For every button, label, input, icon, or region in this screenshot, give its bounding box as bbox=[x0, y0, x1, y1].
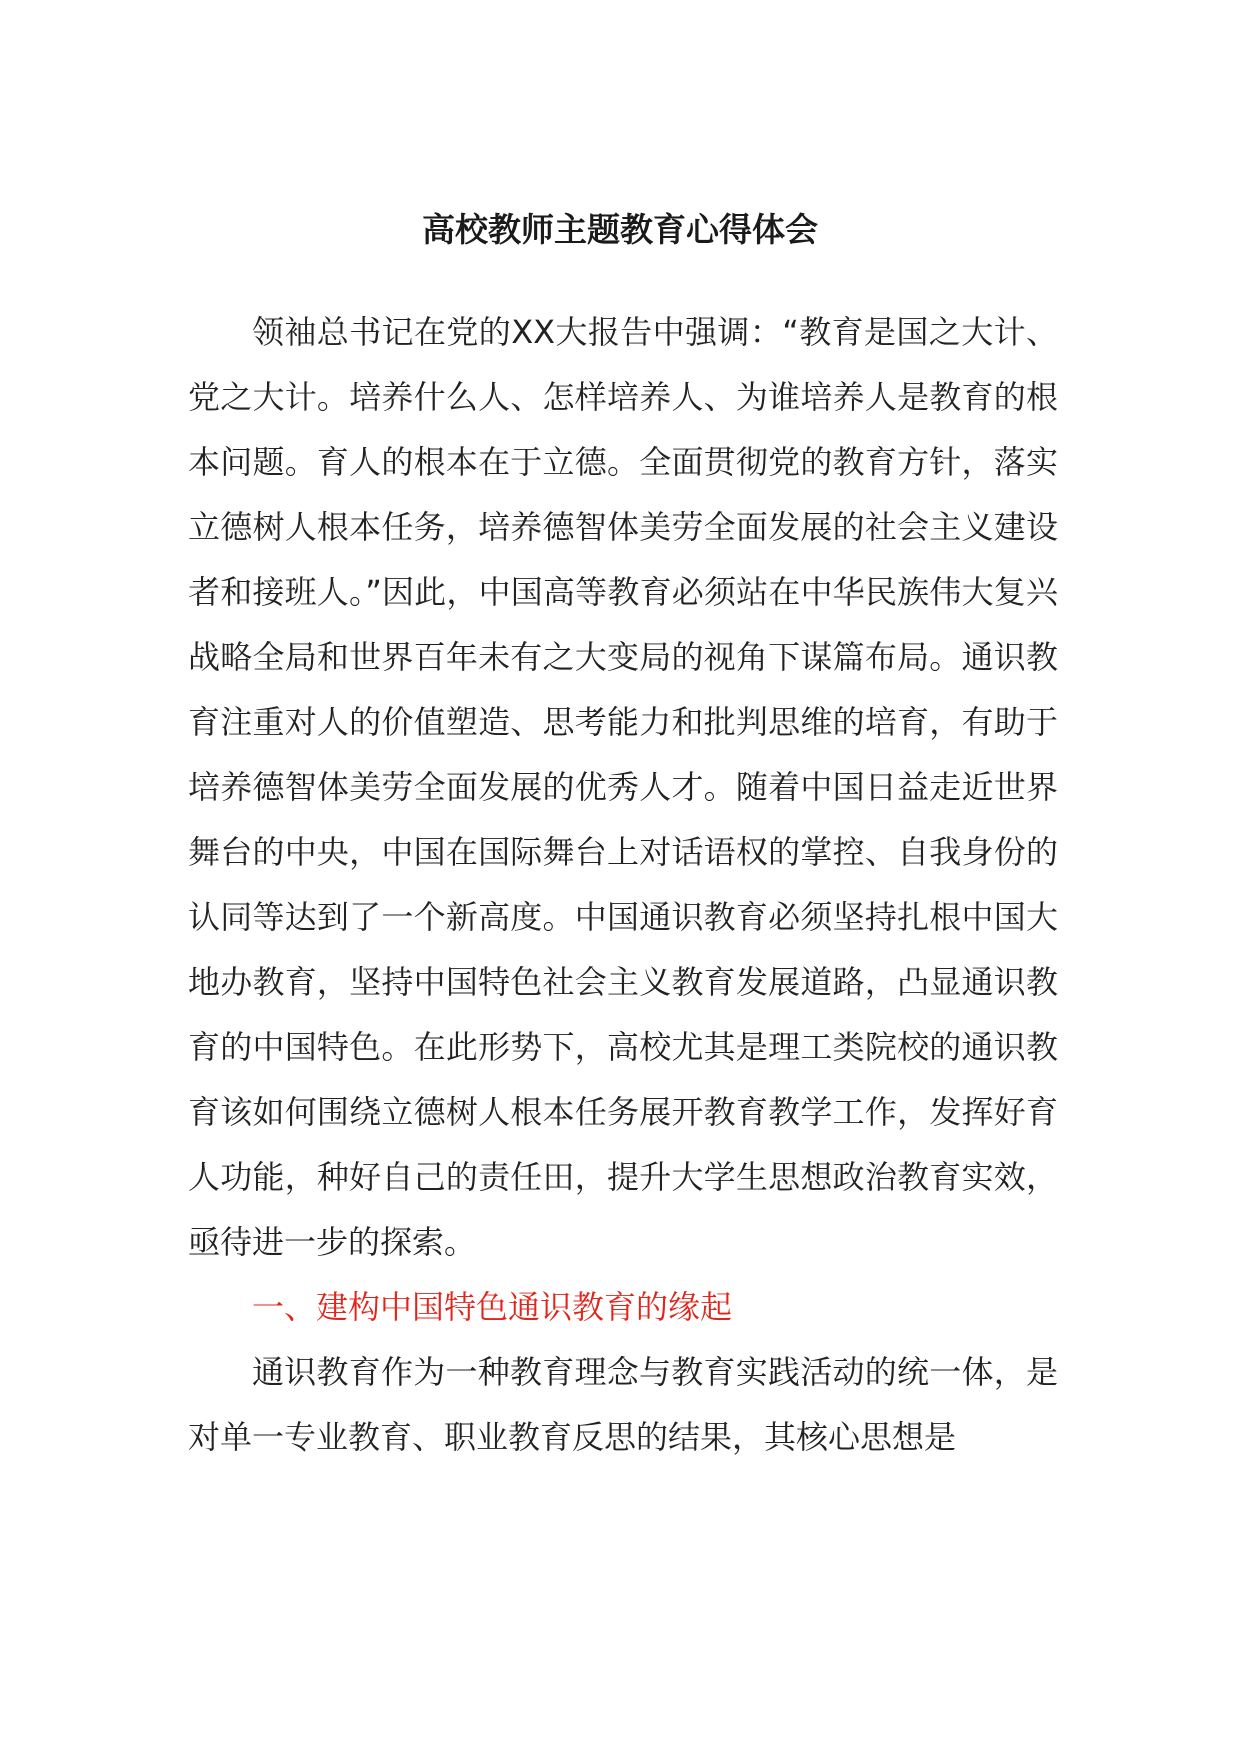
paragraph-intro: 领袖总书记在党的XX大报告中强调：“教育是国之大计、党之大计。培养什么人、怎样培养人、为谁培养人是教育的根本问题。育人的根本在于立德。全面贯彻党的教育方针，落实立德树人根本任务，培养德智体美劳全面发展的社会主义建设者和接班人。”因此，中国高等教育必须站在中华民族伟大复兴战略全局和世界百年未有之大变局的视角下谋篇布局。通识教育注重对人的价值塑造、思考能力和批判思维的培育，有助于培养德智体美劳全面发展的优秀人才。随着中国日益走近世界舞台的中央，中国在国际舞台上对话语权的掌控、自我身份的认同等达到了一个新高度。中国通识教育必须坚持扎根中国大地办教育，坚持中国特色社会主义教育发展道路，凸显通识教育的中国特色。在此形势下，高校尤其是理工类院校的通识教育该如何围绕立德树人根本任务展开教育教学工作，发挥好育人功能，种好自己的责任田，提升大学生思想政治教育实效，亟待进一步的探索。 bbox=[188, 313, 1058, 1261]
section-heading: 一、建构中国特色通识教育的缘起 bbox=[252, 1288, 733, 1326]
document-body bbox=[188, 300, 1058, 1470]
document-title: 高校教师主题教育心得体会 bbox=[422, 210, 818, 249]
paragraph-section-one: 通识教育作为一种教育理念与教育实践活动的统一体，是对单一专业教育、职业教育反思的结果，其核心思想是 bbox=[188, 1353, 1058, 1456]
